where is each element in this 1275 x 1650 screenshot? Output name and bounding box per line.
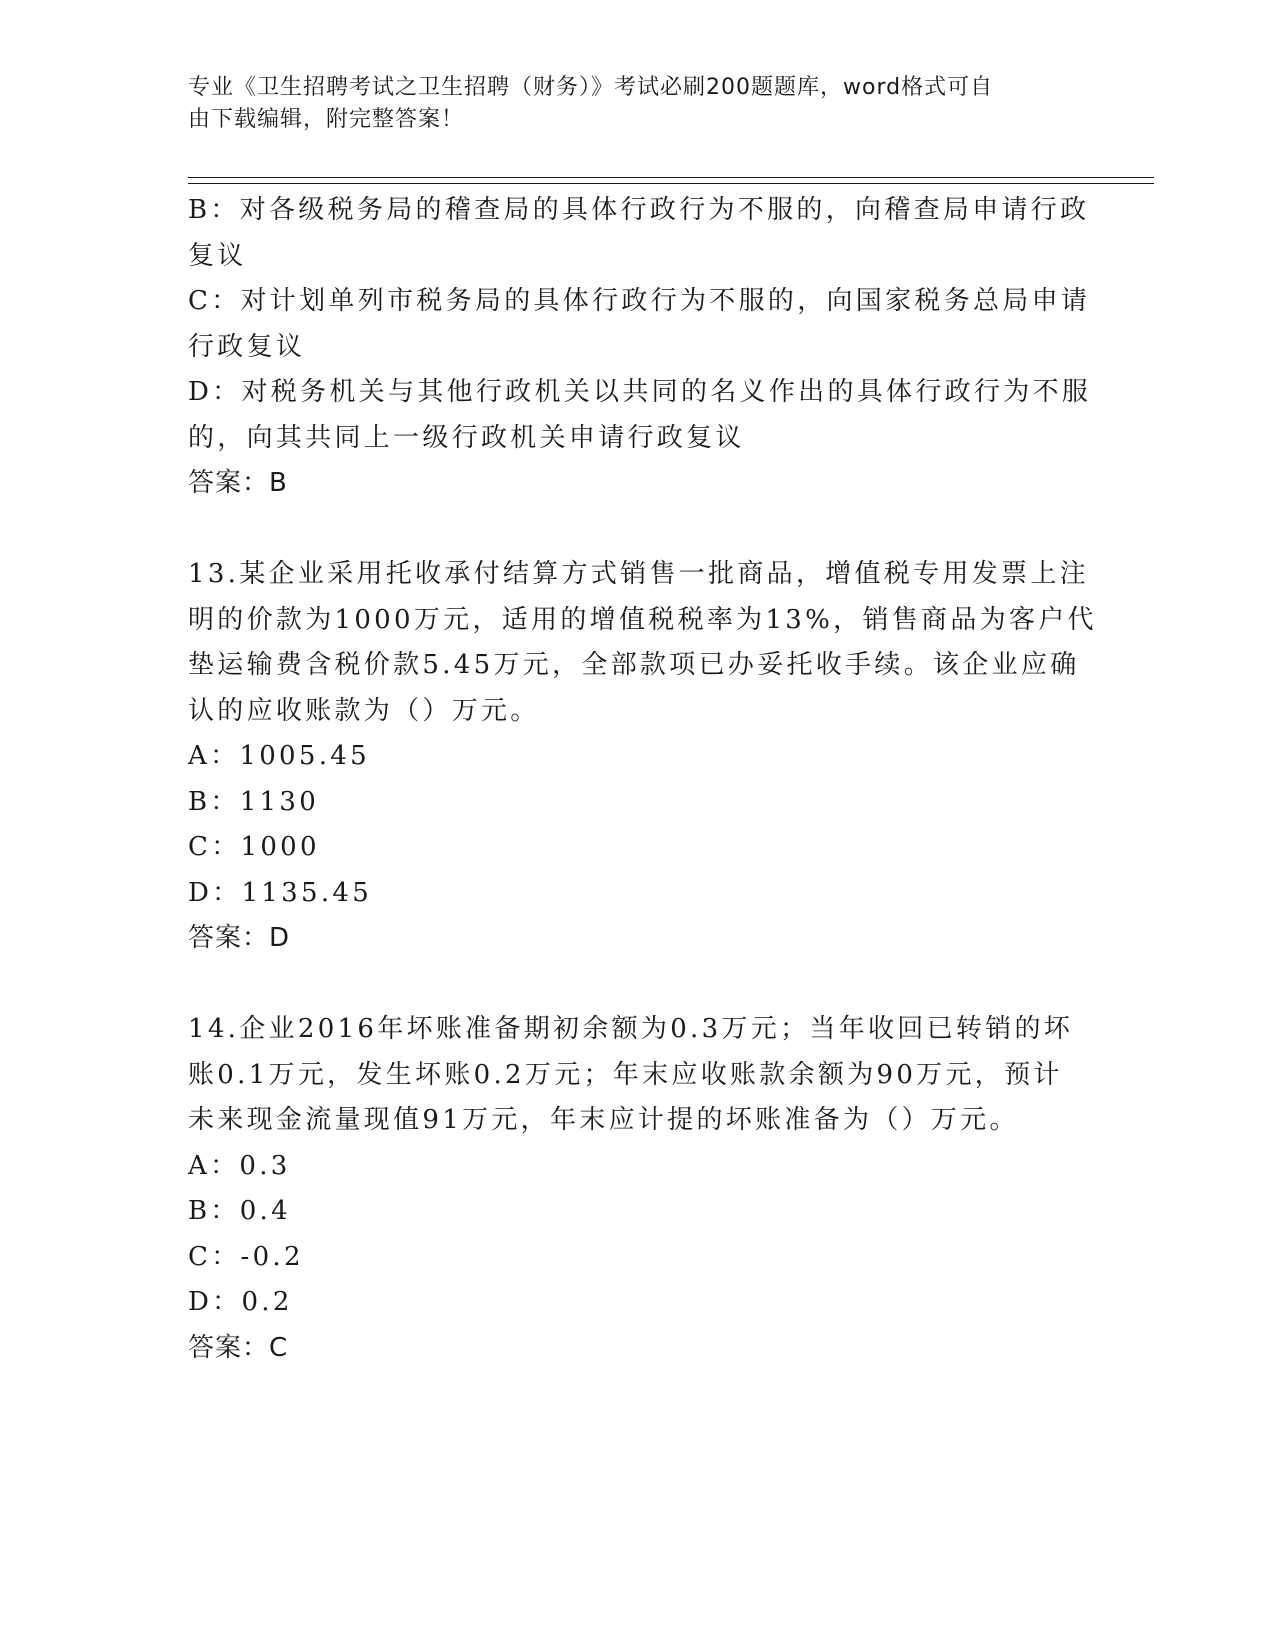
answer: 答案：D: [188, 923, 291, 953]
option-b: 复议: [188, 240, 247, 271]
spacer: [188, 507, 1078, 553]
header-line: 由下载编辑，附完整答案！: [188, 107, 465, 132]
option-b: B：0.4: [188, 1196, 291, 1226]
question-stem: 明的价款为1000万元，适用的增值税税率为13%，销售商品为客户代: [188, 604, 1097, 635]
option-d: 的，向其共同上一级行政机关申请行政复议: [188, 422, 745, 453]
document-header: [188, 72, 1068, 136]
option-d: D：对税务机关与其他行政机关以共同的名义作出的具体行政行为不服: [188, 377, 1092, 407]
answer: 答案：B: [188, 468, 288, 498]
option-d: D：0.2: [188, 1287, 293, 1317]
header-divider-top: [188, 177, 1154, 178]
question-13: [188, 552, 1097, 962]
header-line: 专业《卫生招聘考试之卫生招聘（财务）》考试必刷200题题库，word格式可自: [188, 75, 994, 100]
option-c: 行政复议: [188, 331, 306, 362]
option-b: B：1130: [188, 786, 320, 817]
question-stem: 13.某企业采用托收承付结算方式销售一批商品，增值税专用发票上注: [188, 559, 1089, 589]
question-14: [188, 1007, 1078, 1371]
option-a: A：0.3: [188, 1150, 291, 1181]
question-stem: 账0.1万元，发生坏账0.2万元；年末应收账款余额为90万元，预计: [188, 1059, 1063, 1090]
question-stem: 14.企业2016年坏账准备期初余额为0.3万元；当年收回已转销的坏: [188, 1014, 1074, 1044]
option-d: D：1135.45: [188, 877, 373, 908]
option-c: C：对计划单列市税务局的具体行政行为不服的，向国家税务总局申请: [188, 286, 1091, 316]
question-stem: 认的应收账款为（）万元。: [188, 695, 540, 726]
question-12-continuation: [188, 188, 1092, 507]
question-stem: 垫运输费含税价款5.45万元，全部款项已办妥托收手续。该企业应确: [188, 650, 1080, 680]
question-stem: 未来现金流量现值91万元，年末应计提的坏账准备为（）万元。: [188, 1105, 1019, 1135]
spacer: [188, 962, 1078, 1008]
document-body: [188, 188, 1097, 1371]
option-c: C：1000: [188, 832, 320, 862]
header-divider-bottom: [188, 183, 1154, 184]
option-b: B：对各级税务局的稽查局的具体行政行为不服的，向稽查局申请行政: [188, 195, 1090, 225]
option-c: C：-0.2: [188, 1241, 304, 1272]
option-a: A：1005.45: [188, 741, 370, 771]
answer: 答案：C: [188, 1332, 289, 1363]
